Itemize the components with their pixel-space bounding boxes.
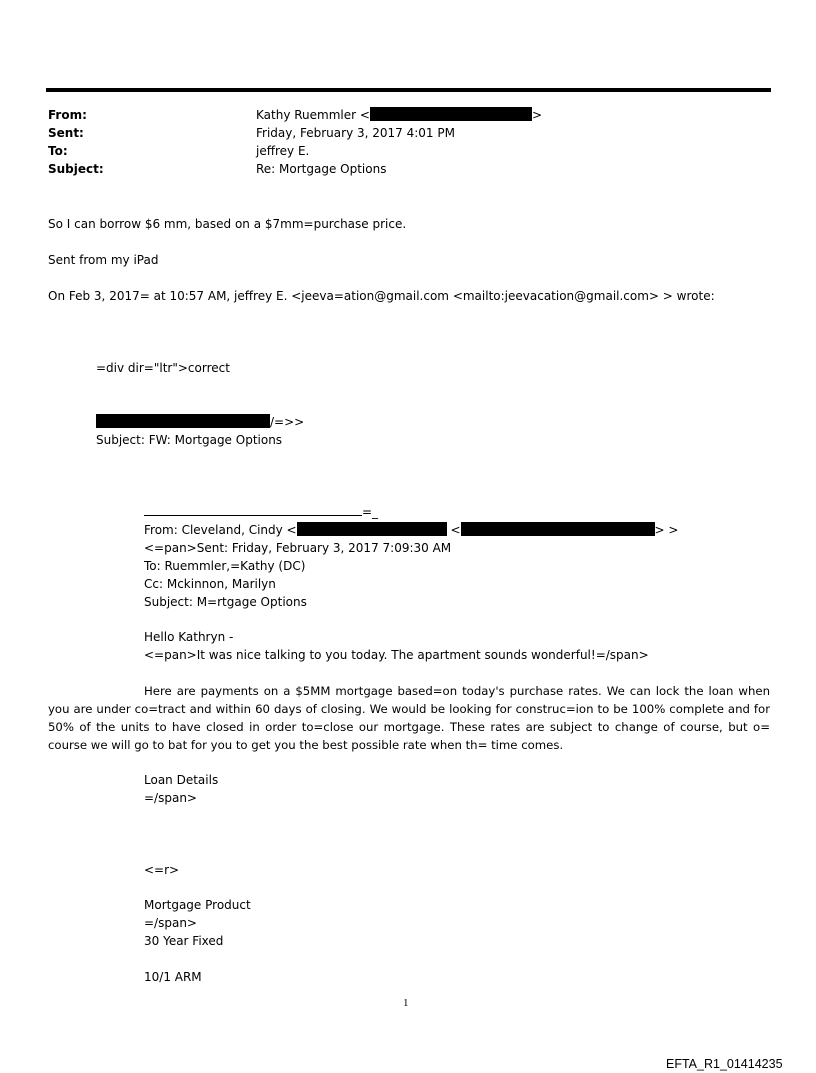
quoted-from-prefix: From: Cleveland, Cindy < [144,523,297,537]
to-label: To: [48,144,68,158]
nice-line: <=pan>It was nice talking to you today. The apartment sounds wonderful!=/span> [144,648,649,662]
quoted-subject: Subject: FW: Mortgage Options [96,433,283,447]
from-name: Kathy Ruemmler < [256,108,370,122]
sent-value: Friday, February 3, 2017 4:01 PM [256,126,455,140]
quoted-to: To: Ruemmler,=Kathy (DC) [144,559,306,573]
quoted-subject-2: Subject: M=rtgage Options [144,595,307,609]
loan-details: Loan Details [144,773,219,787]
redacted-suffix: /=>> [270,415,305,429]
quoted-redacted-line [96,413,304,431]
subject-label: Subject: [48,162,104,176]
header-rule [46,88,771,92]
payments-paragraph: Here are payments on a $5MM mortgage based=on today's purchase rates. We can lock the loan when you are under co=tract and within 60 days of closing. We would be looking for construc=ion to be 100% complete and for 50% of the units to have closed in order to=close our mortgage. These rates are subject to change of course, but o= course we will go to bat for you to get you the best possible rate when th= time comes. [48,684,770,752]
span-close-2: =/span> [144,916,197,930]
quoted-from-mid: < [450,523,461,537]
quoted-separator [144,503,378,521]
quoted-from-end: > > [654,523,679,537]
subject-value: Re: Mortgage Options [256,162,387,176]
to-value: jeffrey E. [256,144,310,158]
span-close-1: =/span> [144,791,197,805]
footer-id: EFTA_R1_01414235 [666,1057,783,1071]
redaction-block [297,522,447,536]
from-label: From: [48,108,87,122]
fixed-30: 30 Year Fixed [144,934,224,948]
from-close: > [531,108,542,122]
page-number: 1 [403,997,409,1009]
from-value [256,106,542,124]
separator-line [144,504,362,516]
quoted-from [144,521,678,539]
body-line-ipad: Sent from my iPad [48,253,159,267]
separator-suffix: =_ [362,505,379,519]
mortgage-product: Mortgage Product [144,898,251,912]
redaction-block [370,107,532,121]
redaction-block [96,414,270,428]
body-line-borrow: So I can borrow $6 mm, based on a $7mm=purchase price. [48,217,407,231]
quoted-cc: Cc: Mckinnon, Marilyn [144,577,276,591]
greeting: Hello Kathryn - [144,630,234,644]
arm-10-1: 10/1 ARM [144,970,202,984]
br-tag: <=r> [144,863,180,877]
redaction-block [461,522,655,536]
body-line-wrote: On Feb 3, 2017= at 10:57 AM, jeffrey E. <jeeva=ation@gmail.com <mailto:jeevacation@gmail.com> > wrote: [48,289,715,303]
quoted-sent: <=pan>Sent: Friday, February 3, 2017 7:09:30 AM [144,541,452,555]
sent-label: Sent: [48,126,84,140]
quoted-div-line: =div dir="ltr">correct [96,361,230,375]
